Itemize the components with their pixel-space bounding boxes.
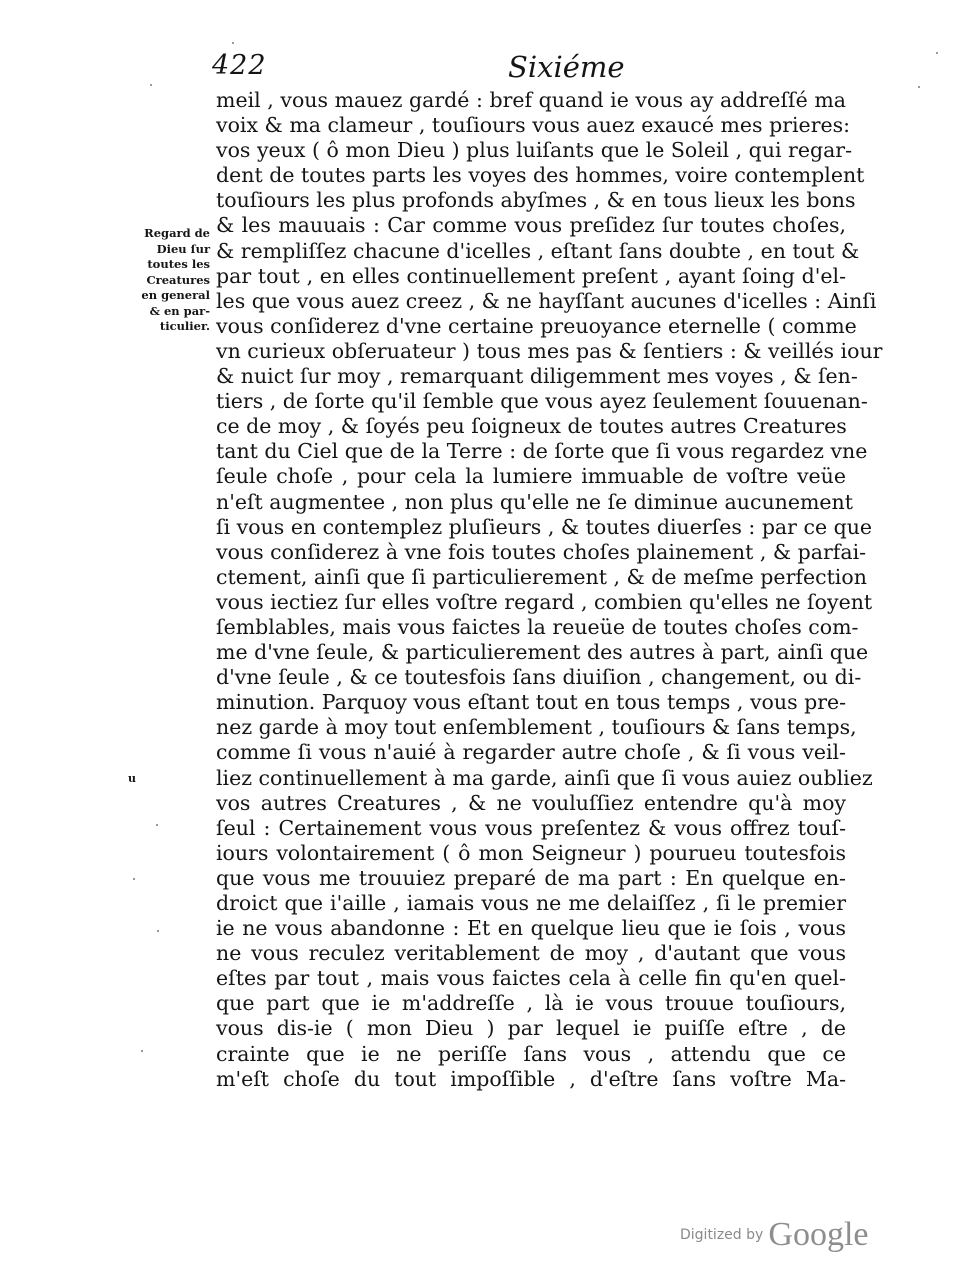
text-line: vous iectiez ſur elles voſtre regard , combien qu'elles ne ſoyent <box>216 589 873 614</box>
text-line: & rempliſſez chacune d'icelles , eſtant ſans doubte , en tout & <box>216 238 860 263</box>
text-line: tiers , de ſorte qu'il ſemble que vous ayez ſeulement ſouuenan- <box>216 389 868 414</box>
text-line: ſeule choſe , pour cela la lumiere immuable de voſtre veüe <box>216 464 846 489</box>
marginal-note-line: toutes les <box>147 257 210 271</box>
text-line: dent de toutes parts les voyes des hommes, voire contemplent <box>216 163 865 188</box>
text-line: vous conſiderez à vne fois toutes choſes plainement , & parfai- <box>216 539 867 564</box>
marginal-note-line: & en par- <box>149 303 210 318</box>
text-line: comme ſi vous n'auié à regarder autre choſe , & ſi vous veil- <box>216 740 846 765</box>
marginal-note-line: en general <box>141 288 210 302</box>
marginal-note-line: Regard de <box>144 226 210 240</box>
text-line: eſtes par tout , mais vous faictes cela à celle fin qu'en quel- <box>216 966 846 991</box>
marginal-note-line: ticulier. <box>159 319 210 333</box>
scan-speck <box>918 86 920 88</box>
text-line: nez garde à moy tout enſemblement , touſiours & ſans temps, <box>216 715 857 740</box>
marginal-note-line: Dieu ſur <box>156 241 210 256</box>
text-line: m'eſt choſe du tout impoſſible , d'eſtre ſans voſtre Ma- <box>216 1066 846 1091</box>
text-line: iours volontairement ( ô mon Seigneur ) pourueu toutesfois <box>216 840 846 865</box>
text-line: vous dis-ie ( mon Dieu ) par lequel ie puiſſe eſtre , de <box>216 1016 846 1041</box>
text-line: que vous me trouuiez preparé de ma part : En quelque en- <box>216 865 846 890</box>
watermark-brand: Google <box>768 1216 869 1253</box>
digitization-watermark <box>680 1216 868 1254</box>
marginal-quote-mark: u <box>128 772 136 785</box>
text-line: droict que i'aille , iamais vous ne me delaiſſez , ſi le premier <box>216 891 846 915</box>
text-line: vous conſiderez d'vne certaine preuoyance eternelle ( comme <box>216 313 857 338</box>
text-line: vos autres Creatures , & ne vouluſſiez entendre qu'à moy <box>216 790 846 815</box>
text-line: ſeul : Certainement vous vous preſentez & vous offrez touſ- <box>216 815 846 840</box>
text-line: les que vous auez creez , & ne hayſſant aucunes d'icelles : Ainſi <box>216 288 877 313</box>
scan-speck <box>156 824 158 826</box>
text-line: par tout , en elles continuellement preſent , ayant ſoing d'el- <box>216 263 846 288</box>
scan-speck <box>141 1050 143 1052</box>
text-line: n'eſt augmentee , non plus qu'elle ne ſe diminue aucunement <box>216 489 853 514</box>
text-line: touſiours les plus profonds abyſmes , & en tous lieux les bons <box>216 188 856 213</box>
text-line: ne vous reculez veritablement de moy , d'autant que vous <box>216 941 846 966</box>
watermark-prefix: Digitized by <box>680 1227 764 1243</box>
scan-speck <box>157 930 159 932</box>
running-head: Sixiéme <box>508 50 625 84</box>
text-line: vos yeux ( ô mon Dieu ) plus luiſants que le Soleil , qui regar- <box>216 138 853 163</box>
text-line: que part que ie m'addreſſe , là ie vous trouue touſiours, <box>216 991 846 1016</box>
marginal-note-line: Creatures <box>146 272 210 287</box>
text-line: me d'vne ſeule, & particulierement des autres à part, ainſi que <box>216 640 869 665</box>
text-line: ſemblables, mais vous faictes la reueüe de toutes choſes com- <box>216 614 859 639</box>
page-number: 422 <box>212 50 267 81</box>
text-line: ce de moy , & ſoyés peu ſoigneux de toutes autres Creatures <box>216 414 847 439</box>
text-line: ctement, ainſi que ſi particulierement , & de meſme perfection <box>216 564 867 589</box>
text-line: meil , vous mauez gardé : bref quand ie vous ay addreſſé ma <box>216 88 846 112</box>
text-line: & nuict ſur moy , remarquant diligemment mes voyes , & ſen- <box>216 364 858 389</box>
scan-speck <box>133 878 135 880</box>
text-line: crainte que ie ne periſſe ſans vous , attendu que ce <box>216 1041 846 1066</box>
scan-speck <box>150 84 152 86</box>
text-line: vn curieux obſeruateur ) tous mes pas & ſentiers : & veillés iour <box>216 338 883 363</box>
scan-speck <box>936 52 938 54</box>
text-line: d'vne ſeule , & ce toutesfois ſans diuiſion , changement, ou di- <box>216 665 862 690</box>
text-line: & les mauuais : Car comme vous preſidez ſur toutes choſes, <box>216 213 846 238</box>
text-line: voix & ma clameur , touſiours vous auez exaucé mes prieres: <box>216 113 851 138</box>
text-line: tant du Ciel que de la Terre : de ſorte que ſi vous regardez vne <box>216 439 868 464</box>
text-line: minution. Parquoy vous eſtant tout en tous temps , vous pre- <box>216 690 847 715</box>
text-line: liez continuellement à ma garde, ainſi que ſi vous auiez oubliez <box>216 765 873 790</box>
text-line: ſi vous en contemplez pluſieurs , & toutes diuerſes : par ce que <box>216 514 873 539</box>
scan-speck <box>232 42 234 44</box>
marginal-note <box>128 226 210 335</box>
text-line: ie ne vous abandonne : Et en quelque lieu que ie ſois , vous <box>216 916 846 941</box>
body-text <box>216 88 883 1092</box>
